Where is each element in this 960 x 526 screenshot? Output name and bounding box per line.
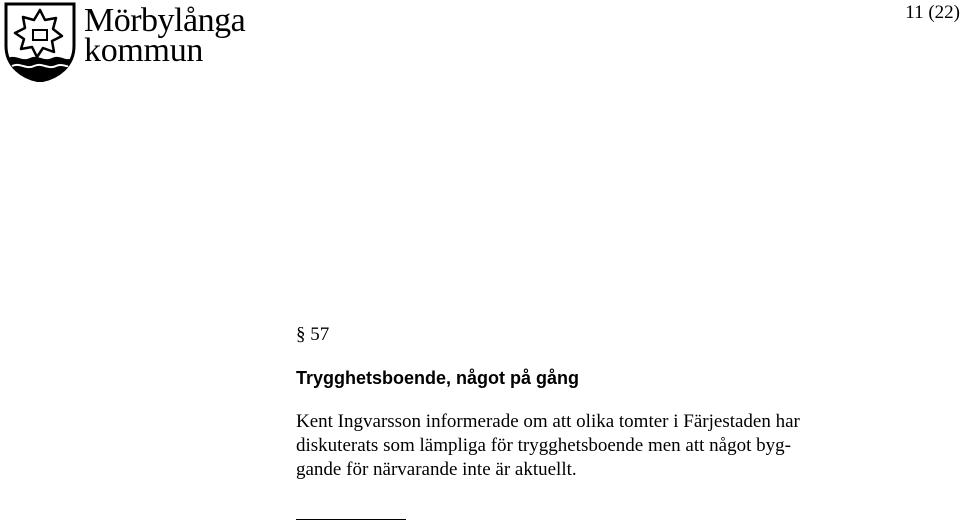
signature-line xyxy=(296,519,406,520)
municipality-logo xyxy=(4,2,254,84)
body-line: diskuterats som lämpliga för trygghetsboende men att något byg- xyxy=(296,435,791,456)
section-number: § 57 xyxy=(296,324,330,345)
body-line: Kent Ingvarsson informerade om att olika tomter i Färjestaden har xyxy=(296,411,800,432)
logo-wordmark xyxy=(84,2,246,69)
section-body xyxy=(296,410,896,482)
logo-text-line1: Mörbylånga xyxy=(84,2,246,39)
page-number: 11 (22) xyxy=(905,2,960,23)
municipal-coat-of-arms-icon xyxy=(4,2,76,82)
section-title: Trygghetsboende, något på gång xyxy=(296,368,580,388)
body-line: gande för närvarande inte är aktuellt. xyxy=(296,459,577,480)
logo-text-line2: kommun xyxy=(84,32,204,69)
